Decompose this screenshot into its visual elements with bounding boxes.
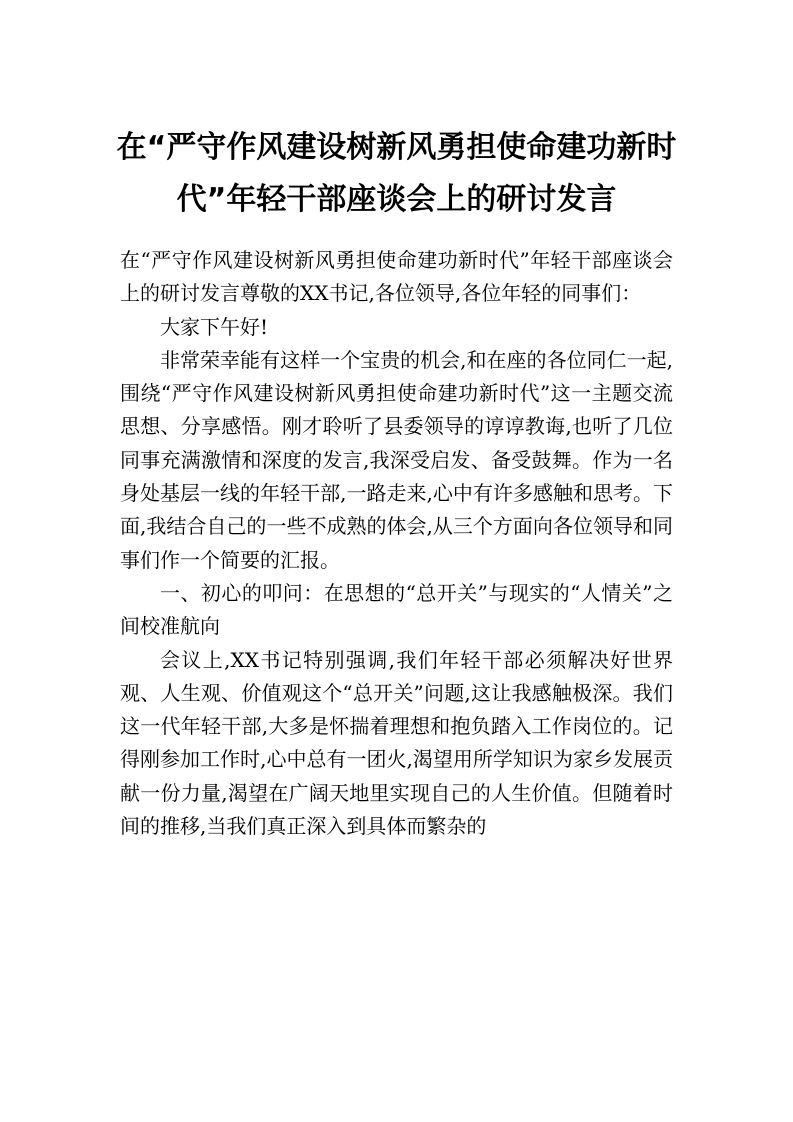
document-title: 在“严守作风建设树新风勇担使命建功新时代”年轻干部座谈会上的研讨发言	[116, 130, 677, 217]
section-1-paragraph: 会议上,XX书记特别强调,我们年轻干部必须解决好世界观、人生观、价值观这个“总开关”问题,这让我感触极深。我们这一代年轻干部,大多是怀揣着理想和抱负踏入工作岗位的。记得刚参加工作时,心中总有一团火,渴望用所学知识为家乡发展贡献一份力量,渴望在广阔天地里实现自己的人生价值。但随着时间的推移,当我们真正深入到具体而繁杂的	[120, 647, 673, 839]
document-body	[120, 244, 673, 843]
greeting-paragraph: 大家下午好!	[160, 314, 269, 339]
introduction-paragraph: 非常荣幸能有这样一个宝贵的机会,和在座的各位同仁一起,围绕“严守作风建设树新风勇担使命建功新时代”这一主题交流思想、分享感悟。刚才聆听了县委领导的谆谆教诲,也听了几位同事充满激情和深度的发言,我深受启发、备受鼓舞。作为一名身处基层一线的年轻干部,一路走来,心中有许多感触和思考。下面,我结合自己的一些不成熟的体会,从三个方面向各位领导和同事们作一个简要的汇报。	[120, 347, 673, 572]
section-heading-1: 一、初心的叩问：在思想的“总开关”与现实的“人情关”之间校准航向	[120, 580, 673, 639]
opening-paragraph: 在“严守作风建设树新风勇担使命建功新时代”年轻干部座谈会上的研讨发言尊敬的XX书记,各位领导,各位年轻的同事们：	[120, 248, 673, 306]
